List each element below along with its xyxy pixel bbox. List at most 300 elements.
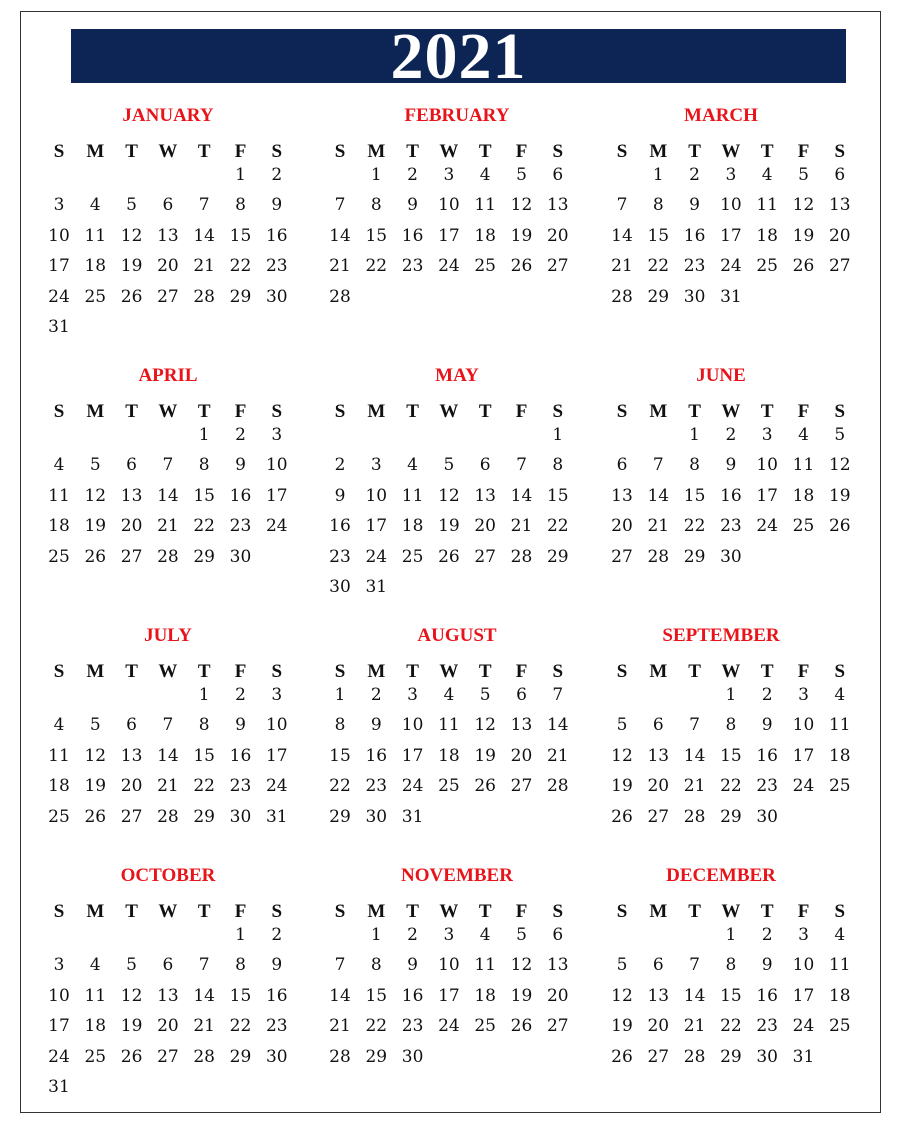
day-cell: 18 — [828, 985, 851, 1006]
day-cell: 19 — [792, 225, 815, 246]
day-cell: 6 — [552, 165, 564, 185]
day-cell: 9 — [334, 485, 346, 506]
day-cell: 3 — [53, 955, 65, 976]
day-cell: 10 — [438, 195, 460, 216]
day-cell: 6 — [834, 165, 846, 185]
day-cell: 4 — [89, 195, 101, 216]
day-cell: 5 — [89, 455, 101, 476]
day-cell: 11 — [438, 715, 460, 736]
day-cell: 17 — [265, 485, 288, 506]
day-cell: 2 — [271, 925, 283, 945]
day-cell: 27 — [510, 776, 533, 797]
day-cell: 19 — [84, 776, 107, 797]
day-cell: 25 — [828, 776, 851, 797]
day-cell: 8 — [552, 455, 564, 476]
day-cell: 21 — [157, 776, 179, 797]
day-cell: 29 — [193, 806, 215, 827]
day-cell: 11 — [474, 955, 496, 976]
day-cell: 21 — [510, 516, 533, 537]
month-name: MAY — [435, 365, 479, 386]
day-cell: 26 — [474, 776, 496, 797]
weekday-header: S — [334, 661, 346, 682]
day-cell: 31 — [792, 1046, 815, 1067]
day-cell: 24 — [48, 1046, 70, 1067]
day-cell: 13 — [647, 745, 670, 766]
day-cell: 11 — [84, 985, 107, 1006]
day-cell: 5 — [89, 715, 101, 736]
day-cell: 15 — [720, 985, 742, 1006]
day-cell: 14 — [157, 485, 179, 506]
day-cell: 23 — [756, 1016, 778, 1037]
day-cell: 16 — [401, 985, 424, 1006]
weekday-header: W — [439, 401, 459, 422]
day-cell: 15 — [365, 985, 388, 1006]
day-cell: 4 — [798, 425, 809, 445]
day-cell: 13 — [157, 985, 179, 1006]
day-cell: 21 — [647, 516, 670, 537]
weekday-header: S — [271, 141, 283, 162]
day-cell: 7 — [334, 195, 346, 216]
day-cell: 26 — [120, 1046, 143, 1067]
weekday-header: T — [478, 661, 492, 682]
day-cell: 17 — [265, 745, 288, 766]
day-cell: 26 — [611, 1046, 633, 1067]
day-cell: 6 — [162, 955, 174, 976]
day-cell: 7 — [516, 455, 527, 476]
day-cell: 6 — [616, 455, 628, 476]
day-cell: 23 — [401, 1016, 424, 1037]
weekday-header: W — [439, 141, 459, 162]
month-name: DECEMBER — [666, 865, 776, 886]
day-cell: 15 — [365, 225, 388, 246]
day-cell: 27 — [546, 256, 569, 277]
day-cell: 24 — [365, 546, 388, 567]
day-cell: 2 — [235, 685, 246, 705]
day-cell: 27 — [647, 1046, 670, 1067]
day-cell: 4 — [53, 455, 65, 476]
day-cell: 1 — [235, 925, 246, 945]
day-cell: 19 — [828, 485, 851, 506]
day-cell: 15 — [229, 985, 252, 1006]
day-cell: 20 — [647, 776, 670, 797]
weekday-header: F — [797, 901, 810, 922]
day-cell: 12 — [84, 745, 107, 766]
day-cell: 4 — [53, 715, 65, 736]
month-name: NOVEMBER — [401, 865, 513, 886]
day-cell: 27 — [120, 546, 143, 567]
day-cell: 9 — [370, 715, 382, 736]
day-cell: 28 — [157, 546, 179, 567]
day-cell: 3 — [761, 425, 773, 445]
day-cell: 9 — [407, 955, 418, 976]
day-cell: 23 — [720, 516, 742, 537]
day-cell: 23 — [229, 776, 252, 797]
day-cell: 18 — [84, 256, 107, 277]
weekday-header: T — [406, 401, 419, 422]
weekday-header: T — [125, 901, 138, 922]
day-cell: 18 — [474, 985, 496, 1006]
day-cell: 16 — [365, 745, 388, 766]
weekday-header: F — [515, 401, 528, 422]
day-cell: 10 — [756, 455, 778, 476]
month-name: JULY — [144, 625, 192, 646]
weekday-header: T — [478, 901, 492, 922]
weekday-header: F — [797, 661, 810, 682]
day-cell: 2 — [761, 925, 773, 945]
day-cell: 17 — [48, 1016, 70, 1037]
weekday-header: M — [367, 401, 386, 422]
day-cell: 2 — [689, 165, 700, 185]
day-cell: 31 — [48, 1077, 70, 1097]
day-cell: 25 — [48, 546, 70, 567]
day-cell: 6 — [552, 925, 564, 945]
weekday-header: W — [158, 901, 178, 922]
day-cell: 5 — [798, 165, 809, 185]
day-cell: 6 — [516, 685, 527, 705]
day-cell: 8 — [725, 715, 737, 736]
day-cell: 4 — [407, 455, 418, 476]
day-cell: 4 — [89, 955, 101, 976]
day-cell: 13 — [474, 485, 496, 506]
weekday-header: M — [649, 661, 668, 682]
day-cell: 8 — [652, 195, 664, 216]
day-cell: 5 — [616, 715, 628, 736]
day-cell: 22 — [229, 256, 252, 277]
day-cell: 29 — [329, 806, 351, 827]
day-cell: 15 — [647, 225, 670, 246]
day-cell: 9 — [271, 195, 283, 216]
day-cell: 18 — [474, 225, 496, 246]
day-cell: 18 — [756, 225, 778, 246]
day-cell: 4 — [443, 685, 455, 705]
weekday-header: W — [439, 661, 459, 682]
day-cell: 7 — [334, 955, 346, 976]
day-cell: 31 — [365, 577, 388, 597]
day-cell: 30 — [265, 286, 288, 307]
day-cell: 24 — [438, 256, 460, 277]
day-cell: 26 — [510, 256, 533, 277]
weekday-header: T — [197, 141, 211, 162]
day-cell: 11 — [48, 485, 70, 506]
day-cell: 29 — [720, 1046, 742, 1067]
day-cell: 24 — [265, 776, 288, 797]
day-cell: 13 — [510, 715, 533, 736]
day-cell: 29 — [647, 286, 670, 307]
weekday-header: S — [552, 901, 564, 922]
weekday-header: T — [406, 661, 419, 682]
weekday-header: S — [552, 401, 564, 422]
weekday-header: W — [158, 401, 178, 422]
day-cell: 26 — [120, 286, 143, 307]
day-cell: 19 — [84, 516, 107, 537]
day-cell: 23 — [229, 516, 252, 537]
day-cell: 30 — [756, 1046, 778, 1067]
day-cell: 22 — [193, 776, 215, 797]
weekday-header: S — [834, 401, 846, 422]
day-cell: 20 — [120, 776, 143, 797]
day-cell: 16 — [720, 485, 742, 506]
day-cell: 25 — [792, 516, 815, 537]
day-cell: 19 — [510, 225, 533, 246]
weekday-header: S — [53, 401, 65, 422]
day-cell: 29 — [229, 286, 252, 307]
day-cell: 26 — [84, 806, 107, 827]
day-cell: 25 — [756, 256, 778, 277]
day-cell: 13 — [120, 745, 143, 766]
day-cell: 29 — [229, 1046, 252, 1067]
day-cell: 2 — [235, 425, 246, 445]
day-cell: 12 — [611, 745, 633, 766]
day-cell: 26 — [84, 546, 107, 567]
day-cell: 26 — [611, 806, 633, 827]
weekday-header: F — [234, 141, 247, 162]
day-cell: 10 — [265, 715, 288, 736]
day-cell: 14 — [683, 985, 706, 1006]
day-cell: 10 — [48, 225, 70, 246]
day-cell: 2 — [271, 165, 283, 185]
day-cell: 19 — [474, 745, 496, 766]
day-cell: 27 — [611, 546, 633, 567]
day-cell: 5 — [834, 425, 846, 445]
weekday-header: W — [158, 141, 178, 162]
day-cell: 30 — [401, 1046, 424, 1067]
day-cell: 8 — [370, 955, 382, 976]
day-cell: 18 — [84, 1016, 107, 1037]
weekday-header: T — [760, 661, 774, 682]
day-cell: 20 — [157, 256, 179, 277]
day-cell: 31 — [401, 806, 424, 827]
day-cell: 21 — [193, 1016, 215, 1037]
weekday-header: S — [552, 141, 564, 162]
day-cell: 9 — [271, 955, 283, 976]
day-cell: 20 — [546, 985, 569, 1006]
day-cell: 11 — [828, 715, 851, 736]
day-cell: 6 — [126, 715, 137, 736]
day-cell: 23 — [401, 256, 424, 277]
weekday-header: T — [478, 401, 492, 422]
day-cell: 12 — [84, 485, 107, 506]
weekday-header: W — [721, 901, 741, 922]
day-cell: 18 — [48, 776, 70, 797]
day-cell: 6 — [479, 455, 491, 476]
day-cell: 20 — [157, 1016, 179, 1037]
day-cell: 12 — [611, 985, 633, 1006]
day-cell: 25 — [401, 546, 424, 567]
day-cell: 8 — [235, 955, 246, 976]
day-cell: 27 — [157, 286, 179, 307]
day-cell: 1 — [552, 425, 564, 445]
day-cell: 1 — [725, 685, 737, 705]
day-cell: 12 — [510, 195, 533, 216]
weekday-header: S — [334, 141, 346, 162]
weekday-header: T — [478, 141, 492, 162]
day-cell: 30 — [720, 546, 742, 567]
day-cell: 28 — [193, 286, 215, 307]
day-cell: 15 — [683, 485, 706, 506]
day-cell: 11 — [401, 485, 424, 506]
day-cell: 30 — [756, 806, 778, 827]
weekday-header: F — [797, 141, 810, 162]
day-cell: 27 — [546, 1016, 569, 1037]
weekday-header: F — [234, 901, 247, 922]
day-cell: 25 — [48, 806, 70, 827]
day-cell: 25 — [474, 1016, 496, 1037]
day-cell: 14 — [193, 985, 215, 1006]
weekday-header: W — [721, 401, 741, 422]
day-cell: 5 — [443, 455, 455, 476]
day-cell: 17 — [792, 745, 815, 766]
day-cell: 27 — [157, 1046, 179, 1067]
day-cell: 5 — [516, 165, 527, 185]
day-cell: 4 — [479, 925, 491, 945]
day-cell: 31 — [720, 286, 742, 307]
day-cell: 16 — [329, 516, 351, 537]
day-cell: 1 — [725, 925, 737, 945]
day-cell: 11 — [828, 955, 851, 976]
day-cell: 12 — [438, 485, 460, 506]
weekday-header: M — [86, 901, 105, 922]
day-cell: 7 — [552, 685, 564, 705]
day-cell: 21 — [329, 256, 351, 277]
day-cell: 9 — [725, 455, 737, 476]
day-cell: 15 — [720, 745, 742, 766]
day-cell: 13 — [611, 485, 633, 506]
day-cell: 10 — [48, 985, 70, 1006]
month-name: SEPTEMBER — [662, 625, 780, 646]
day-cell: 17 — [438, 225, 460, 246]
day-cell: 16 — [401, 225, 424, 246]
weekday-header: M — [86, 141, 105, 162]
day-cell: 19 — [611, 776, 633, 797]
day-cell: 28 — [546, 776, 569, 797]
day-cell: 19 — [120, 1016, 143, 1037]
day-cell: 30 — [683, 286, 706, 307]
day-cell: 22 — [546, 516, 569, 537]
day-cell: 8 — [370, 195, 382, 216]
day-cell: 20 — [546, 225, 569, 246]
day-cell: 22 — [329, 776, 351, 797]
day-cell: 10 — [792, 715, 815, 736]
day-cell: 15 — [193, 745, 215, 766]
day-cell: 10 — [365, 485, 388, 506]
day-cell: 7 — [689, 955, 700, 976]
month-name: MARCH — [684, 105, 758, 126]
day-cell: 1 — [652, 165, 664, 185]
day-cell: 13 — [120, 485, 143, 506]
day-cell: 7 — [652, 455, 664, 476]
day-cell: 5 — [479, 685, 491, 705]
day-cell: 3 — [271, 425, 283, 445]
day-cell: 15 — [546, 485, 569, 506]
day-cell: 10 — [438, 955, 460, 976]
day-cell: 28 — [157, 806, 179, 827]
day-cell: 16 — [229, 745, 252, 766]
day-cell: 7 — [162, 455, 174, 476]
day-cell: 28 — [683, 1046, 706, 1067]
day-cell: 23 — [329, 546, 351, 567]
day-cell: 23 — [365, 776, 388, 797]
day-cell: 7 — [162, 715, 174, 736]
day-cell: 2 — [334, 455, 346, 476]
day-cell: 9 — [761, 955, 773, 976]
day-cell: 9 — [407, 195, 418, 216]
day-cell: 1 — [235, 165, 246, 185]
day-cell: 13 — [828, 195, 851, 216]
weekday-header: S — [616, 401, 628, 422]
weekday-header: S — [834, 661, 846, 682]
weekday-header: S — [834, 141, 846, 162]
weekday-header: F — [234, 401, 247, 422]
day-cell: 3 — [443, 925, 455, 945]
day-cell: 25 — [828, 1016, 851, 1037]
day-cell: 15 — [229, 225, 252, 246]
weekday-header: S — [616, 901, 628, 922]
day-cell: 2 — [725, 425, 737, 445]
day-cell: 18 — [828, 745, 851, 766]
day-cell: 2 — [407, 165, 418, 185]
day-cell: 4 — [834, 685, 846, 705]
day-cell: 22 — [365, 1016, 388, 1037]
day-cell: 28 — [193, 1046, 215, 1067]
day-cell: 28 — [329, 286, 351, 307]
day-cell: 30 — [229, 546, 252, 567]
month-name: APRIL — [138, 365, 198, 386]
weekday-header: S — [552, 661, 564, 682]
weekday-header: M — [367, 901, 386, 922]
day-cell: 30 — [365, 806, 388, 827]
weekday-header: S — [334, 901, 346, 922]
day-cell: 20 — [120, 516, 143, 537]
day-cell: 24 — [401, 776, 424, 797]
day-cell: 17 — [438, 985, 460, 1006]
day-cell: 22 — [683, 516, 706, 537]
day-cell: 23 — [265, 256, 288, 277]
day-cell: 7 — [689, 715, 700, 736]
weekday-header: T — [760, 141, 774, 162]
weekday-header: S — [334, 401, 346, 422]
day-cell: 3 — [370, 455, 382, 476]
day-cell: 5 — [126, 955, 137, 976]
day-cell: 26 — [510, 1016, 533, 1037]
day-cell: 19 — [510, 985, 533, 1006]
day-cell: 18 — [438, 745, 460, 766]
weekday-header: W — [158, 661, 178, 682]
day-cell: 3 — [798, 685, 809, 705]
weekday-header: T — [197, 661, 211, 682]
day-cell: 15 — [193, 485, 215, 506]
day-cell: 10 — [265, 455, 288, 476]
weekday-header: T — [406, 901, 419, 922]
day-cell: 14 — [157, 745, 179, 766]
day-cell: 21 — [683, 1016, 706, 1037]
day-cell: 6 — [126, 455, 137, 476]
weekday-header: M — [86, 401, 105, 422]
day-cell: 13 — [546, 195, 569, 216]
weekday-header: T — [760, 901, 774, 922]
day-cell: 4 — [479, 165, 491, 185]
day-cell: 27 — [828, 256, 851, 277]
day-cell: 24 — [48, 286, 70, 307]
day-cell: 8 — [334, 715, 346, 736]
day-cell: 22 — [365, 256, 388, 277]
day-cell: 19 — [438, 516, 460, 537]
day-cell: 26 — [792, 256, 815, 277]
day-cell: 11 — [474, 195, 496, 216]
day-cell: 10 — [401, 715, 424, 736]
day-cell: 19 — [611, 1016, 633, 1037]
weekday-header: S — [834, 901, 846, 922]
day-cell: 20 — [828, 225, 851, 246]
